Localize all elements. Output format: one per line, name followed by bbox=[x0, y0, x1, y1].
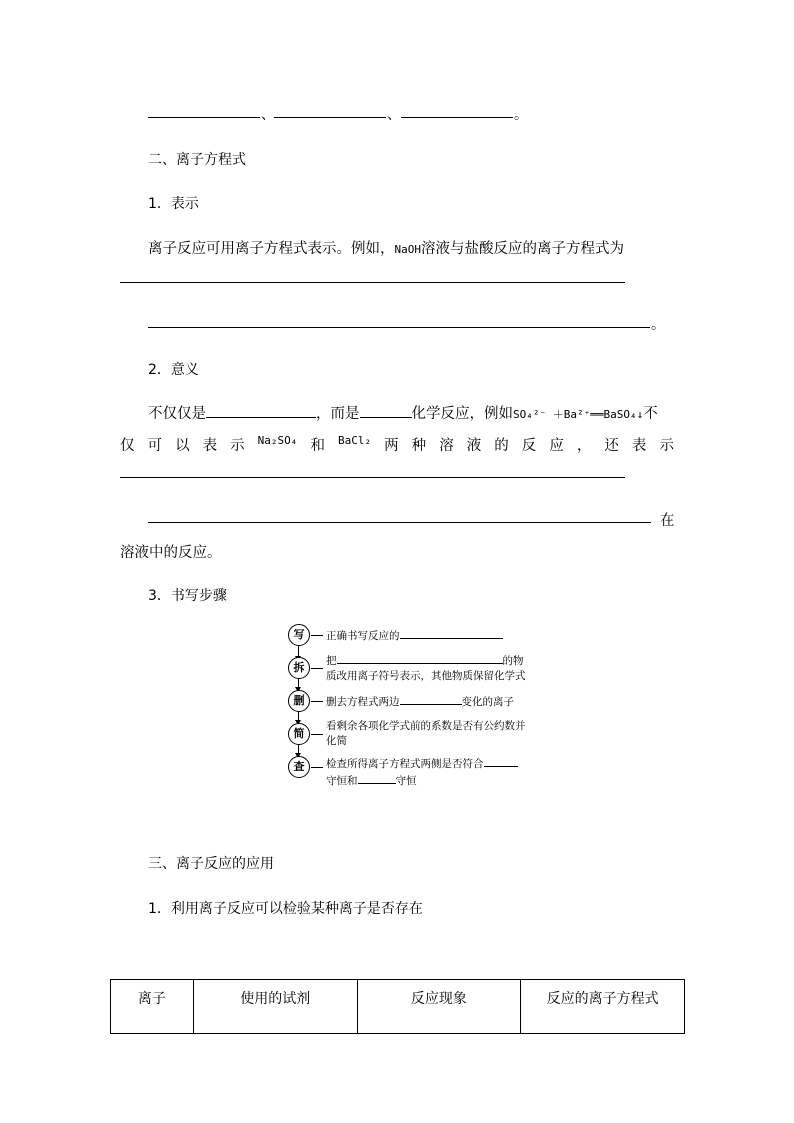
char: 应 bbox=[549, 438, 564, 454]
char: 液 bbox=[466, 438, 482, 454]
char: 示 bbox=[230, 438, 245, 454]
char: 种 bbox=[411, 438, 427, 454]
char: 和 bbox=[310, 438, 325, 454]
step-line: 化简 bbox=[326, 735, 347, 747]
step-label: 把 bbox=[326, 655, 337, 667]
answer-line[interactable] bbox=[148, 327, 650, 328]
table-header: 反应的离子方程式 bbox=[521, 980, 685, 1034]
step-connector bbox=[311, 668, 323, 669]
blank-line[interactable] bbox=[484, 755, 518, 767]
char: 两 bbox=[384, 438, 399, 454]
char: 仅 bbox=[120, 438, 135, 454]
text: ，而是 bbox=[316, 406, 360, 422]
char: ， bbox=[576, 438, 592, 454]
step-label: 变化的离子 bbox=[461, 696, 514, 708]
step-text bbox=[326, 719, 526, 749]
blank-line[interactable] bbox=[274, 117, 386, 118]
section-heading: 三、离子反应的应用 bbox=[148, 856, 274, 872]
step-circle-write: 写 bbox=[288, 624, 310, 646]
char: 溶 bbox=[439, 438, 454, 454]
step-label: 检查所得离子方程式两侧是否符合 bbox=[326, 758, 484, 770]
step-circle-delete: 删 bbox=[288, 690, 310, 712]
blank-line[interactable] bbox=[401, 117, 513, 118]
formula-naoh: NaOH bbox=[394, 243, 421, 256]
step-label: 正确书写反应的 bbox=[326, 630, 400, 642]
step-text bbox=[326, 693, 514, 710]
char: 的 bbox=[494, 438, 509, 454]
separator: 、 bbox=[261, 107, 275, 123]
item-title: 1．表示 bbox=[148, 196, 199, 212]
step-label: 守恒 bbox=[395, 775, 417, 787]
table-header-row bbox=[111, 980, 685, 1034]
step-connector bbox=[311, 734, 323, 735]
item-title: 1．利用离子反应可以检验某种离子是否存在 bbox=[148, 901, 423, 917]
item-title: 2．意义 bbox=[148, 362, 199, 378]
step-circle-simplify: 简 bbox=[288, 723, 310, 745]
paragraph bbox=[148, 237, 624, 258]
text: 离子反应可用离子方程式表示。例如， bbox=[148, 241, 395, 257]
step-line bbox=[326, 772, 518, 789]
step-connector bbox=[311, 767, 323, 768]
char: 可 bbox=[147, 438, 163, 454]
char: 表 bbox=[631, 438, 647, 454]
char: 以 bbox=[175, 438, 190, 454]
blank-line[interactable] bbox=[400, 693, 462, 705]
step-line: 质改用离子符号表示，其他物质保留化学式 bbox=[326, 670, 526, 682]
step-text bbox=[326, 652, 526, 684]
formula-bacl2: BaCl₂ bbox=[337, 434, 372, 447]
blank-line[interactable] bbox=[206, 403, 316, 418]
step-circle-check: 查 bbox=[288, 756, 310, 778]
answer-line[interactable] bbox=[120, 282, 625, 283]
step-label: 守恒和 bbox=[326, 775, 358, 787]
char: 表 bbox=[202, 438, 218, 454]
answer-line[interactable] bbox=[148, 522, 651, 523]
char: 还 bbox=[604, 438, 619, 454]
period: 。 bbox=[651, 317, 665, 333]
justified-line bbox=[120, 434, 674, 455]
blank-line[interactable] bbox=[337, 652, 503, 664]
step-text bbox=[326, 755, 518, 789]
step-label: 删去方程式两边 bbox=[326, 696, 400, 708]
text: 不仅仅是 bbox=[148, 406, 206, 422]
paragraph: 溶液中的反应。 bbox=[120, 545, 222, 561]
text: 溶液与盐酸反应的离子方程式为 bbox=[421, 241, 624, 257]
step-connector bbox=[311, 701, 323, 702]
char: 反 bbox=[521, 438, 537, 454]
table-header: 离子 bbox=[111, 980, 194, 1034]
blank-line[interactable] bbox=[148, 117, 260, 118]
paragraph bbox=[148, 402, 658, 423]
text: 不 bbox=[643, 406, 658, 422]
step-circle-split: 拆 bbox=[288, 657, 310, 679]
section-heading: 二、离子方程式 bbox=[148, 152, 246, 168]
ion-test-table bbox=[110, 979, 685, 1034]
step-line: 看剩余各项化学式前的系数是否有公约数并 bbox=[326, 720, 526, 732]
blank-line[interactable] bbox=[400, 627, 503, 639]
formula-na2so4: Na₂SO₄ bbox=[257, 434, 298, 447]
blank-line[interactable] bbox=[360, 403, 412, 418]
table-header: 使用的试剂 bbox=[193, 980, 357, 1034]
table-header: 反应现象 bbox=[357, 980, 521, 1034]
step-line bbox=[326, 755, 518, 772]
step-connector bbox=[311, 635, 323, 636]
answer-line[interactable] bbox=[120, 477, 625, 478]
step-label: 的物 bbox=[502, 655, 524, 667]
equation: SO₄²⁻ ＋Ba²⁺══BaSO₄↓ bbox=[513, 408, 644, 421]
step-text bbox=[326, 627, 503, 644]
blank-line[interactable] bbox=[358, 772, 396, 784]
char: 示 bbox=[659, 438, 674, 454]
separator: 、 bbox=[387, 107, 401, 123]
text: 在 bbox=[660, 513, 675, 529]
step-line bbox=[326, 652, 526, 669]
period: 。 bbox=[514, 107, 528, 123]
item-title: 3．书写步骤 bbox=[148, 588, 227, 604]
text: 化学反应，例如 bbox=[411, 406, 513, 422]
